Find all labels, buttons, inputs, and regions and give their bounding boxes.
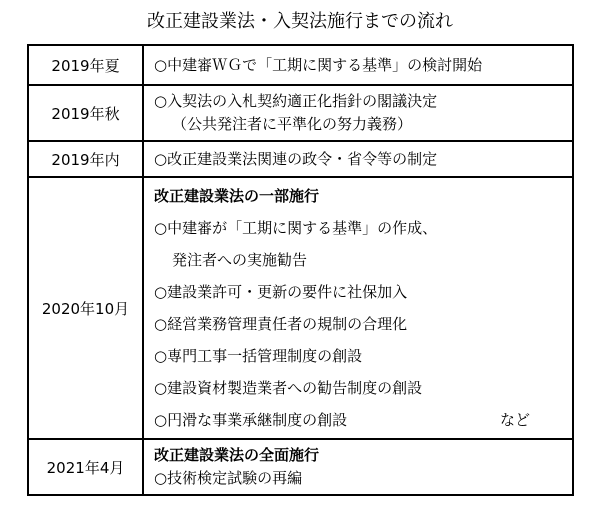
content-line: ○技術検定試験の再編 xyxy=(154,469,303,487)
content-cell xyxy=(143,439,573,495)
content-line: ○中建審ＷＧで「工期に関する基準」の検討開始 xyxy=(154,55,483,74)
content-line: ○改正建設業法関連の政令・省令等の制定 xyxy=(154,149,438,168)
table-row xyxy=(28,439,573,495)
content-line: ○専門工事一括管理制度の創設 xyxy=(154,347,363,365)
content-line: ○入契法の入札契約適正化指針の閣議決定 xyxy=(154,92,438,110)
table-row xyxy=(28,45,573,85)
content-line: ○建設業許可・更新の要件に社保加入 xyxy=(154,283,408,301)
table-row xyxy=(28,85,573,141)
content-line: ○建設資材製造業者への勧告制度の創設 xyxy=(154,379,423,397)
content-line: 発注者への実施勧告 xyxy=(172,251,308,269)
etc-note: など xyxy=(500,411,531,429)
date-cell: 2019年夏 xyxy=(28,45,143,85)
date-cell: 2020年10月 xyxy=(28,177,143,439)
timeline-table xyxy=(27,44,574,496)
content-cell xyxy=(143,45,573,85)
content-line-text: ○円滑な事業承継制度の創設 xyxy=(154,411,348,429)
content-line: ○中建審が「工期に関する基準」の作成、 xyxy=(154,219,438,237)
document-title: 改正建設業法・入契法施行までの流れ xyxy=(147,11,453,32)
content-cell xyxy=(143,85,573,141)
section-heading: 改正建設業法の全面施行 xyxy=(154,446,320,464)
date-cell: 2019年内 xyxy=(28,141,143,177)
content-cell xyxy=(143,177,573,439)
content-line-with-tail xyxy=(154,404,572,436)
content-line: ○経営業務管理責任者の規制の合理化 xyxy=(154,315,408,333)
content-cell xyxy=(143,141,573,177)
date-cell: 2019年秋 xyxy=(28,85,143,141)
section-heading: 改正建設業法の一部施行 xyxy=(154,187,320,205)
table-row xyxy=(28,177,573,439)
date-cell: 2021年4月 xyxy=(28,439,143,495)
table-row xyxy=(28,141,573,177)
content-line: （公共発注者に平準化の努力義務） xyxy=(172,115,413,133)
